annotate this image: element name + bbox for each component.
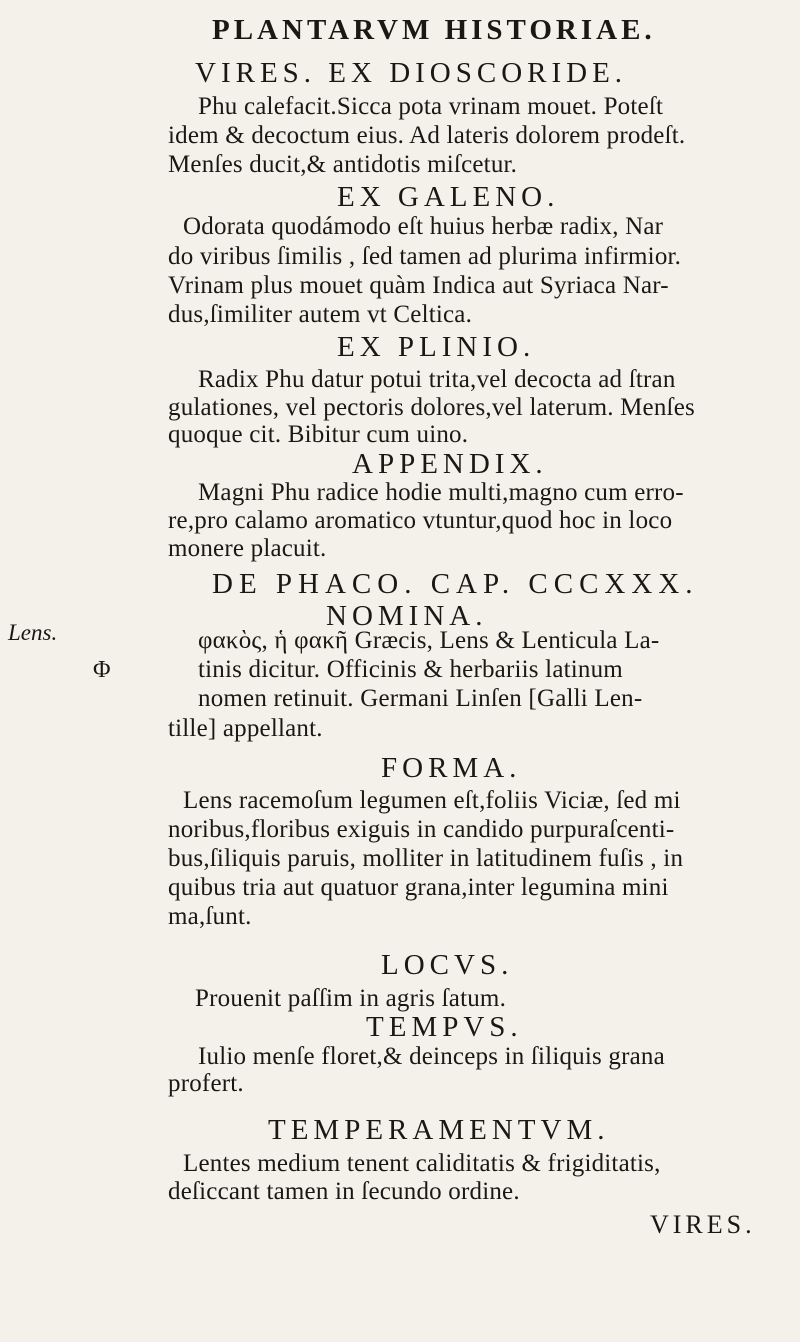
section-heading-galeno: EX GALENO. xyxy=(337,181,560,213)
catchword: VIRES. xyxy=(650,1210,756,1239)
section-heading-locus: LOCVS. xyxy=(381,949,514,981)
text-line: tinis dicitur. Officinis & herbariis latinum xyxy=(198,656,623,683)
running-head: PLANTARVM HISTORIAE. xyxy=(212,14,656,46)
text-line: deſiccant tamen in ſecundo ordine. xyxy=(168,1178,520,1205)
text-line: Magni Phu radice hodie multi,magno cum erro- xyxy=(198,479,684,506)
section-heading-tempus: TEMPVS. xyxy=(366,1011,523,1043)
text-line: Phu calefacit.Sicca pota vrinam mouet. Poteſt xyxy=(198,93,664,120)
text-line: gulationes, vel pectoris dolores,vel laterum. Menſes xyxy=(168,394,695,421)
text-line: Prouenit paſſim in agris ſatum. xyxy=(195,985,507,1012)
section-heading-forma: FORMA. xyxy=(381,752,522,784)
text-line: re,pro calamo aromatico vtuntur,quod hoc in loco xyxy=(168,507,673,534)
text-line: dus,ſimiliter autem vt Celtica. xyxy=(168,301,473,328)
section-heading-plinio: EX PLINIO. xyxy=(337,331,536,363)
text-line: nomen retinuit. Germani Linſen [Galli Len- xyxy=(198,685,643,712)
section-heading-dioscoride: VIRES. EX DIOSCORIDE. xyxy=(195,57,628,89)
text-line: bus,ſiliquis paruis, molliter in latitudinem fuſis , in xyxy=(168,845,684,872)
text-line: Lens racemoſum legumen eſt,foliis Viciæ, ſed mi xyxy=(183,787,681,814)
text-line: quoque cit. Bibitur cum uino. xyxy=(168,421,469,448)
text-line: Iulio menſe floret,& deinceps in ſiliquis grana xyxy=(198,1043,665,1070)
text-line: Radix Phu datur potui trita,vel decocta ad ſtran xyxy=(198,366,676,393)
section-heading-nomina: NOMINA. xyxy=(326,600,488,632)
text-line: noribus,floribus exiguis in candido purpuraſcenti- xyxy=(168,816,675,843)
text-line: ma,ſunt. xyxy=(168,903,252,930)
text-line: Lentes medium tenent caliditatis & frigiditatis, xyxy=(183,1150,661,1177)
text-line: Vrinam plus mouet quàm Indica aut Syriaca Nar- xyxy=(168,272,669,299)
section-heading-temperamentum: TEMPERAMENTVM. xyxy=(268,1114,610,1146)
margin-note: Lens. xyxy=(8,620,58,645)
text-line: quibus tria aut quatuor grana,inter legumina mini xyxy=(168,874,669,901)
text-line: do viribus ſimilis , ſed tamen ad plurima infirmior. xyxy=(168,243,682,270)
text-line: Odorata quodámodo eſt huius herbæ radix, Nar xyxy=(183,213,664,240)
chapter-title: DE PHACO. CAP. CCCXXX. xyxy=(212,568,699,600)
text-line: idem & decoctum eius. Ad lateris dolorem prodeſt. xyxy=(168,122,686,149)
text-line: Menſes ducit,& antidotis miſcetur. xyxy=(168,151,518,178)
text-line: profert. xyxy=(168,1070,244,1097)
text-line: monere placuit. xyxy=(168,535,327,562)
phi-marginal-mark: Φ xyxy=(93,657,111,683)
section-heading-appendix: APPENDIX. xyxy=(352,448,548,480)
text-line: tille] appellant. xyxy=(168,715,323,742)
text-line: φακὸς, ἡ φακῆ Græcis, Lens & Lenticula La- xyxy=(198,627,660,654)
